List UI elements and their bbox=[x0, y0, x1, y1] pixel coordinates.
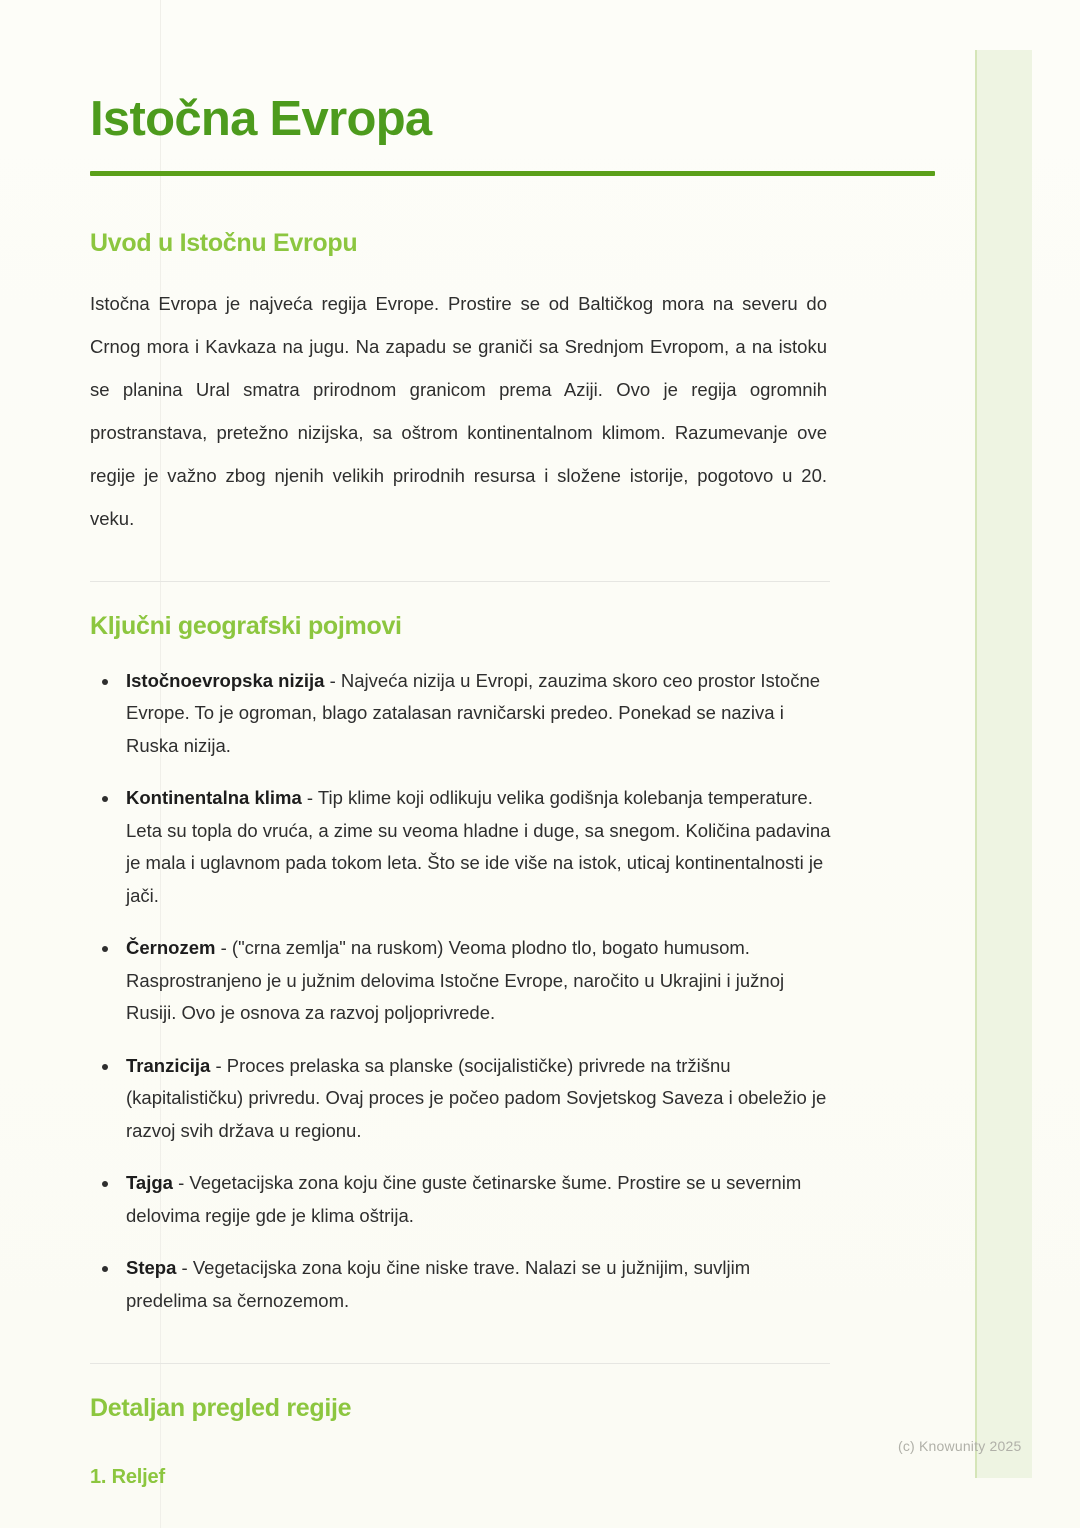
list-item bbox=[90, 1050, 836, 1148]
document-content bbox=[90, 0, 835, 1489]
term-definition: ("crna zemlja" na ruskom) Veoma plodno tlo, bogato humusom. Rasprostranjeno je u južnim delovima Istočne Evrope, naročito u Ukrajini i južnoj Rusiji. Ovo je osnova za razvoj poljoprivrede. bbox=[126, 937, 785, 1024]
list-item bbox=[90, 1252, 836, 1317]
section-heading-key-terms: Ključni geografski pojmovi bbox=[90, 611, 402, 640]
intro-paragraph: Istočna Evropa je najveća regija Evrope. Prostire se od Baltičkog mora na severu do Crnog mora i Kavkaza na jugu. Na zapadu se graniči sa Srednjom Evropom, a na istoku se planina Ural smatra prirodnom granicom prema Aziji. Ovo je regija ogromnih prostranstava, pretežno nizijska, sa oštrom kontinentalnom klimom. Razumevanje ove regije je važno zbog njenih velikih prirodnih resursa i složene istorije, pogotovo u 20. veku. bbox=[90, 292, 827, 529]
copyright-watermark: (c) Knowunity 2025 bbox=[898, 1438, 1022, 1454]
list-item bbox=[90, 782, 836, 912]
term-name: Tranzicija bbox=[126, 1054, 211, 1076]
key-terms-list bbox=[90, 641, 835, 1318]
section-heading-detailed-overview: Detaljan pregled regije bbox=[90, 1394, 352, 1423]
section-heading-intro: Uvod u Istočnu Evropu bbox=[90, 228, 358, 257]
term-name: Černozem bbox=[126, 937, 216, 959]
term-separator: - bbox=[210, 1054, 227, 1076]
list-item bbox=[90, 665, 836, 763]
term-name: Istočnoevropska nizija bbox=[126, 669, 325, 691]
page-title: Istočna Evropa bbox=[90, 92, 432, 146]
term-definition: Najveća nizija u Evropi, zauzima skoro ceo prostor Istočne Evrope. To je ogroman, blago zatalasan ravničarski predeo. Ponekad se naziva i Ruska nizija. bbox=[126, 669, 821, 756]
term-definition: Vegetacijska zona koju čine niske trave. Nalazi se u južnijim, suvljim predelima sa černozemom. bbox=[126, 1257, 751, 1311]
term-separator: - bbox=[172, 1172, 190, 1194]
term-separator: - bbox=[215, 937, 232, 959]
term-name: Tajga bbox=[126, 1172, 173, 1194]
term-name: Kontinentalna klima bbox=[126, 787, 302, 809]
subsection-heading-relief: 1. Reljef bbox=[90, 1466, 165, 1489]
term-name: Stepa bbox=[126, 1257, 177, 1279]
term-definition: Proces prelaska sa planske (socijalističke) privrede na tržišnu (kapitalističku) privredu. Ovaj proces je počeo padom Sovjetskog Saveza i obeležio je razvoj svih država u regionu. bbox=[126, 1054, 827, 1141]
right-edge-color-band bbox=[975, 50, 1032, 1478]
term-separator: - bbox=[324, 669, 341, 691]
term-definition: Tip klime koji odlikuju velika godišnja kolebanja temperature. Leta su topla do vruća, a zime su veoma hladne i duge, sa snegom. Količina padavina je mala i uglavnom pada tokom leta. Što se ide više na istok, uticaj kontinentalnosti je jači. bbox=[126, 787, 831, 906]
term-separator: - bbox=[176, 1257, 193, 1279]
list-item bbox=[90, 932, 836, 1030]
term-separator: - bbox=[301, 787, 318, 809]
term-definition: Vegetacijska zona koju čine guste četinarske šume. Prostire se u severnim delovima regije gde je klima oštrija. bbox=[126, 1172, 802, 1226]
list-item bbox=[90, 1167, 836, 1232]
